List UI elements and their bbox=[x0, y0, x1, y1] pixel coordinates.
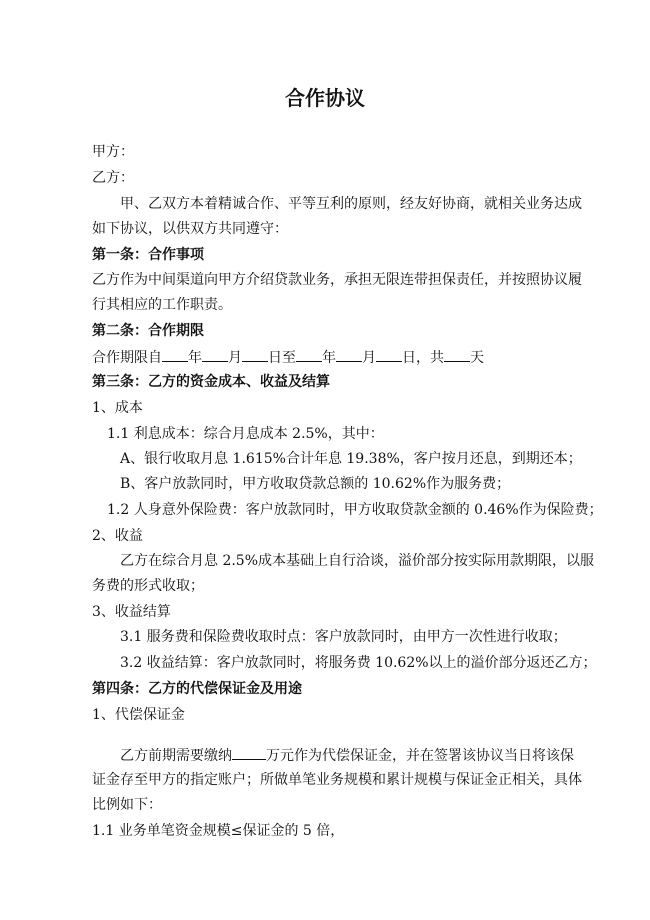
term-line bbox=[92, 347, 484, 367]
cost-item-1-2: 1.2 人身意外保险费：客户放款同时，甲方收取贷款金额的 0.46%作为保险费； bbox=[107, 502, 603, 518]
settlement-heading: 3、收益结算 bbox=[92, 604, 171, 620]
blank-field bbox=[336, 347, 362, 362]
income-heading: 2、收益 bbox=[92, 528, 143, 544]
blank-field bbox=[202, 347, 228, 362]
article-2-heading: 第二条：合作期限 bbox=[92, 323, 204, 339]
blank-field bbox=[444, 347, 470, 362]
intro-paragraph-line-1: 甲、乙双方本着精诚合作、平等互利的原则，经友好协商，就相关业务达成 bbox=[120, 196, 582, 212]
article-1-line-1: 乙方作为中间渠道向甲方介绍贷款业务，承担无限连带担保责任，并按照协议履 bbox=[92, 272, 582, 288]
blank-field bbox=[162, 347, 188, 362]
settlement-item-3-2: 3.2 收益结算：客户放款同时，将服务费 10.62%以上的溢价部分返还乙方； bbox=[120, 655, 597, 671]
income-line-2: 务费的形式收取； bbox=[92, 578, 204, 594]
intro-paragraph-line-2: 如下协议，以供双方共同遵守： bbox=[92, 221, 288, 237]
article-4-heading: 第四条：乙方的代偿保证金及用途 bbox=[92, 681, 302, 697]
term-day-1: 日至 bbox=[268, 350, 296, 366]
cost-item-b: B、客户放款同时，甲方收取贷款总额的 10.62%作为服务费； bbox=[120, 476, 511, 492]
cost-item-1-1: 1.1 利息成本：综合月息成本 2.5%，其中： bbox=[107, 426, 384, 442]
document-title: 合作协议 bbox=[285, 86, 365, 110]
cost-item-a: A、银行收取月息 1.615%合计年息 19.38%，客户按月还息，到期还本； bbox=[120, 451, 582, 467]
deposit-heading: 1、代偿保证金 bbox=[92, 707, 185, 723]
article-3-heading: 第三条：乙方的资金成本、收益及结算 bbox=[92, 374, 330, 390]
term-month-1: 月 bbox=[228, 350, 242, 366]
article-1-heading: 第一条：合作事项 bbox=[92, 247, 204, 263]
deposit-line-2: 证金存至甲方的指定账户；所做单笔业务规模和累计规模与保证金正相关，具体 bbox=[92, 772, 582, 788]
rule-item-1-1: 1.1 业务单笔资金规模≤保证金的 5 倍， bbox=[92, 823, 345, 839]
deposit-line-1-prefix: 乙方前期需要缴纳 bbox=[120, 748, 232, 764]
term-prefix: 合作期限自 bbox=[92, 350, 162, 366]
party-a-label: 甲方： bbox=[92, 144, 134, 160]
settlement-item-3-1: 3.1 服务费和保险费收取时点：客户放款同时，由甲方一次性进行收取； bbox=[120, 629, 567, 645]
term-year-2: 年 bbox=[322, 350, 336, 366]
blank-field bbox=[296, 347, 322, 362]
deposit-line-1 bbox=[120, 745, 574, 765]
cost-heading: 1、成本 bbox=[92, 400, 143, 416]
deposit-line-3: 比例如下： bbox=[92, 797, 162, 813]
term-days: 天 bbox=[470, 350, 484, 366]
term-month-2: 月 bbox=[362, 350, 376, 366]
deposit-amount-blank bbox=[232, 745, 266, 760]
article-1-line-2: 行其相应的工作职责。 bbox=[92, 297, 232, 313]
income-line-1: 乙方在综合月息 2.5%成本基础上自行洽谈，溢价部分按实际用款期限，以服 bbox=[120, 553, 595, 569]
term-day-2: 日，共 bbox=[402, 350, 444, 366]
blank-field bbox=[376, 347, 402, 362]
deposit-line-1-suffix: 万元作为代偿保证金，并在签署该协议当日将该保 bbox=[266, 748, 574, 764]
blank-field bbox=[242, 347, 268, 362]
party-b-label: 乙方： bbox=[92, 170, 134, 186]
term-year-1: 年 bbox=[188, 350, 202, 366]
